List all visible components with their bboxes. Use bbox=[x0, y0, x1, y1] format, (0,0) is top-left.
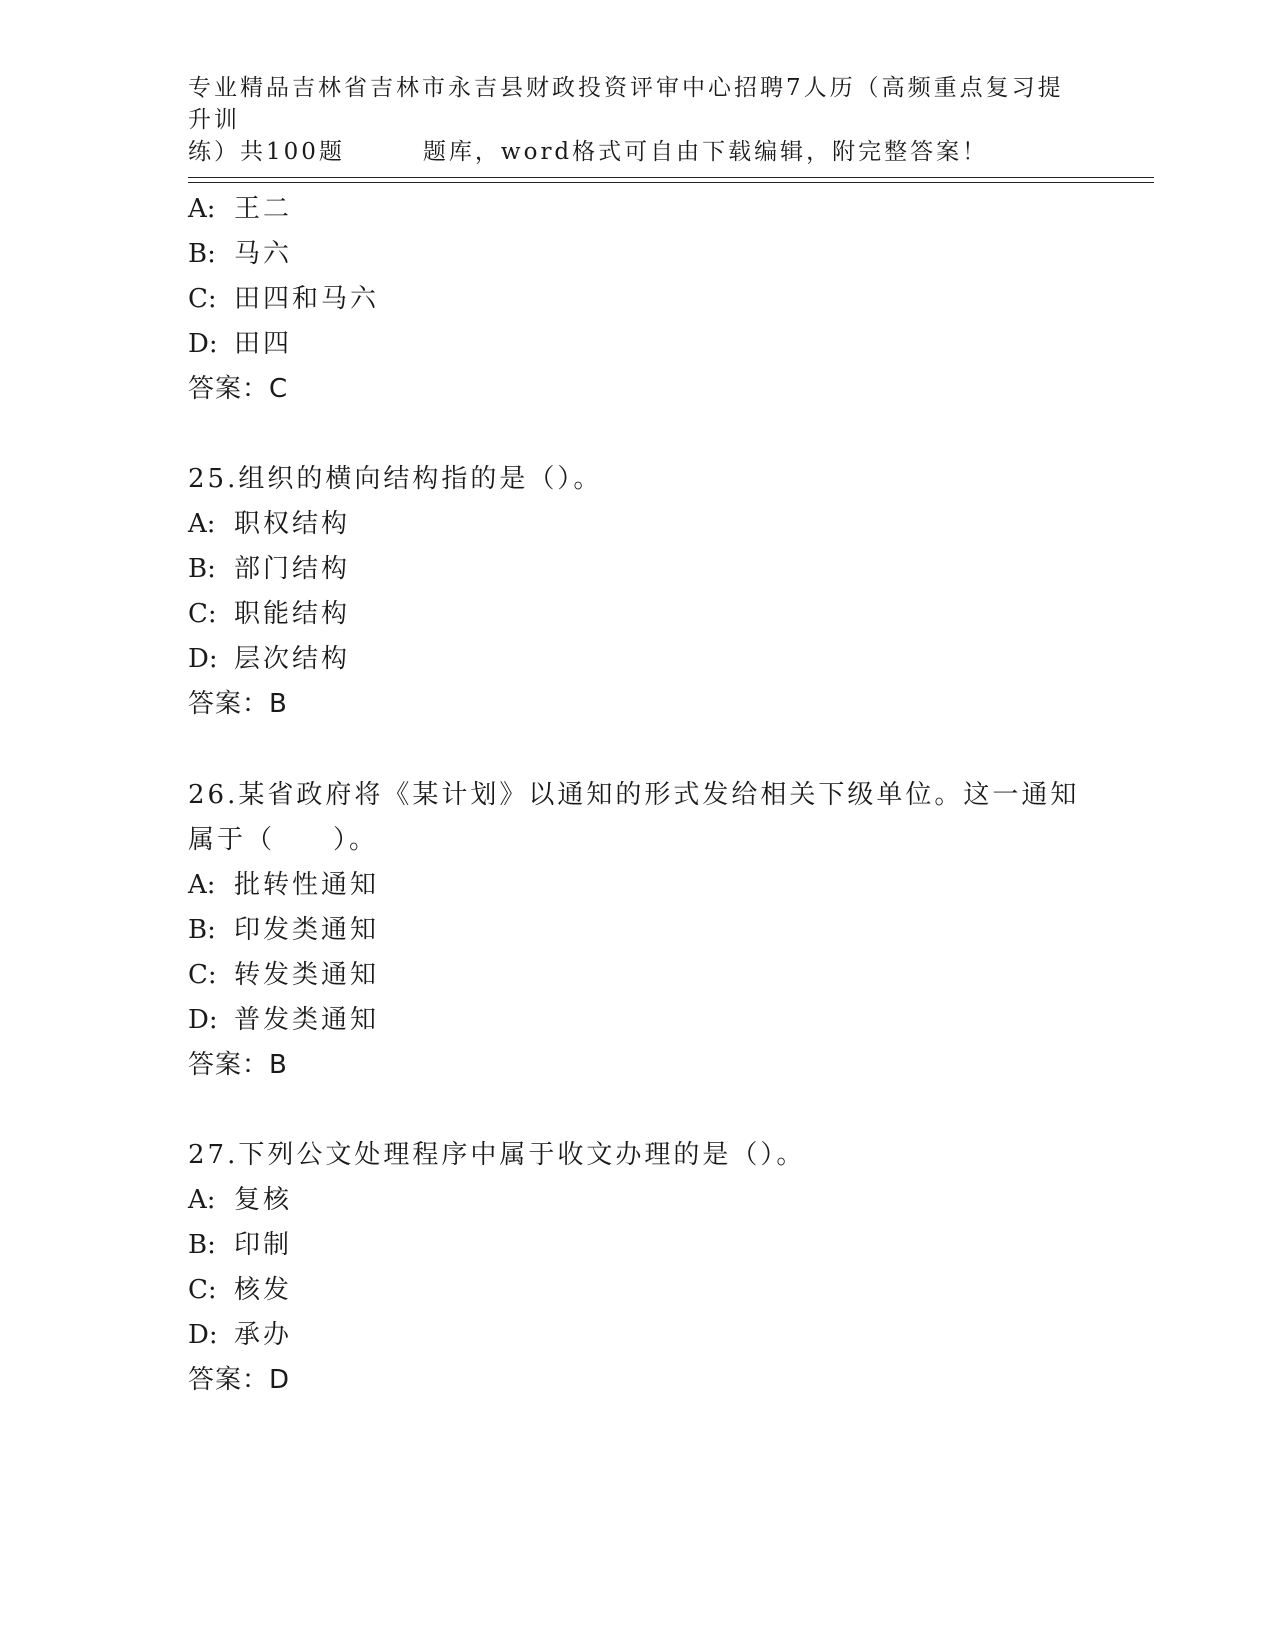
option-label: D: bbox=[188, 1320, 218, 1350]
answer-line: 答案：B bbox=[188, 689, 288, 719]
document-header bbox=[188, 72, 1088, 168]
option-b bbox=[188, 913, 379, 947]
option-label: A: bbox=[188, 509, 216, 539]
header-divider-bottom bbox=[188, 182, 1154, 183]
option-a bbox=[188, 507, 350, 541]
option-d bbox=[188, 327, 292, 361]
answer-line: 答案：C bbox=[188, 374, 289, 404]
option-text: 普发类通知 bbox=[234, 1005, 380, 1035]
question-stem-continued: 属于（ ）。 bbox=[188, 825, 379, 855]
option-text: 核发 bbox=[234, 1275, 293, 1305]
option-a bbox=[188, 868, 379, 902]
option-d bbox=[188, 1318, 292, 1352]
option-text: 马六 bbox=[234, 239, 293, 269]
option-label: C: bbox=[188, 960, 217, 990]
option-text: 王二 bbox=[234, 194, 293, 224]
option-a bbox=[188, 1183, 292, 1217]
header-line-2-left: 练）共100题 bbox=[188, 139, 345, 165]
option-label: A: bbox=[188, 194, 216, 224]
header-line-1: 专业精品吉林省吉林市永吉县财政投资评审中心招聘7人历（高频重点复习提升训 bbox=[188, 75, 1064, 133]
option-c bbox=[188, 597, 350, 631]
answer-line: 答案：D bbox=[188, 1365, 291, 1395]
option-text: 部门结构 bbox=[234, 554, 351, 584]
option-b bbox=[188, 237, 292, 271]
option-text: 印制 bbox=[234, 1230, 293, 1260]
header-line-2-right: 题库，word格式可自由下载编辑，附完整答案！ bbox=[422, 139, 989, 165]
option-label: B: bbox=[188, 554, 216, 584]
option-label: D: bbox=[188, 1005, 218, 1035]
option-label: A: bbox=[188, 1185, 216, 1215]
option-c bbox=[188, 282, 379, 316]
option-label: C: bbox=[188, 599, 217, 629]
option-label: D: bbox=[188, 329, 218, 359]
option-c bbox=[188, 1273, 292, 1307]
option-d bbox=[188, 1003, 379, 1037]
option-text: 职能结构 bbox=[234, 599, 351, 629]
option-text: 印发类通知 bbox=[234, 915, 380, 945]
question-stem: 27.下列公文处理程序中属于收文办理的是（）。 bbox=[188, 1140, 806, 1170]
option-label: B: bbox=[188, 239, 216, 269]
question-stem: 25.组织的横向结构指的是（）。 bbox=[188, 464, 603, 494]
option-label: B: bbox=[188, 915, 216, 945]
option-text: 田四和马六 bbox=[234, 284, 380, 314]
option-text: 职权结构 bbox=[234, 509, 351, 539]
header-divider-top bbox=[188, 177, 1154, 178]
option-text: 复核 bbox=[234, 1185, 293, 1215]
option-label: C: bbox=[188, 284, 217, 314]
option-label: A: bbox=[188, 870, 216, 900]
answer-line: 答案：B bbox=[188, 1050, 288, 1080]
option-label: B: bbox=[188, 1230, 216, 1260]
option-text: 批转性通知 bbox=[234, 870, 380, 900]
option-a bbox=[188, 192, 292, 226]
header-line-2 bbox=[188, 136, 1088, 168]
option-text: 承办 bbox=[234, 1320, 293, 1350]
option-b bbox=[188, 552, 350, 586]
question-stem: 26.某省政府将《某计划》以通知的形式发给相关下级单位。这一通知 bbox=[188, 780, 1080, 810]
option-text: 田四 bbox=[234, 329, 293, 359]
option-text: 转发类通知 bbox=[234, 960, 380, 990]
option-text: 层次结构 bbox=[234, 644, 351, 674]
option-b bbox=[188, 1228, 292, 1262]
option-c bbox=[188, 958, 379, 992]
option-label: C: bbox=[188, 1275, 217, 1305]
option-label: D: bbox=[188, 644, 218, 674]
option-d bbox=[188, 642, 350, 676]
